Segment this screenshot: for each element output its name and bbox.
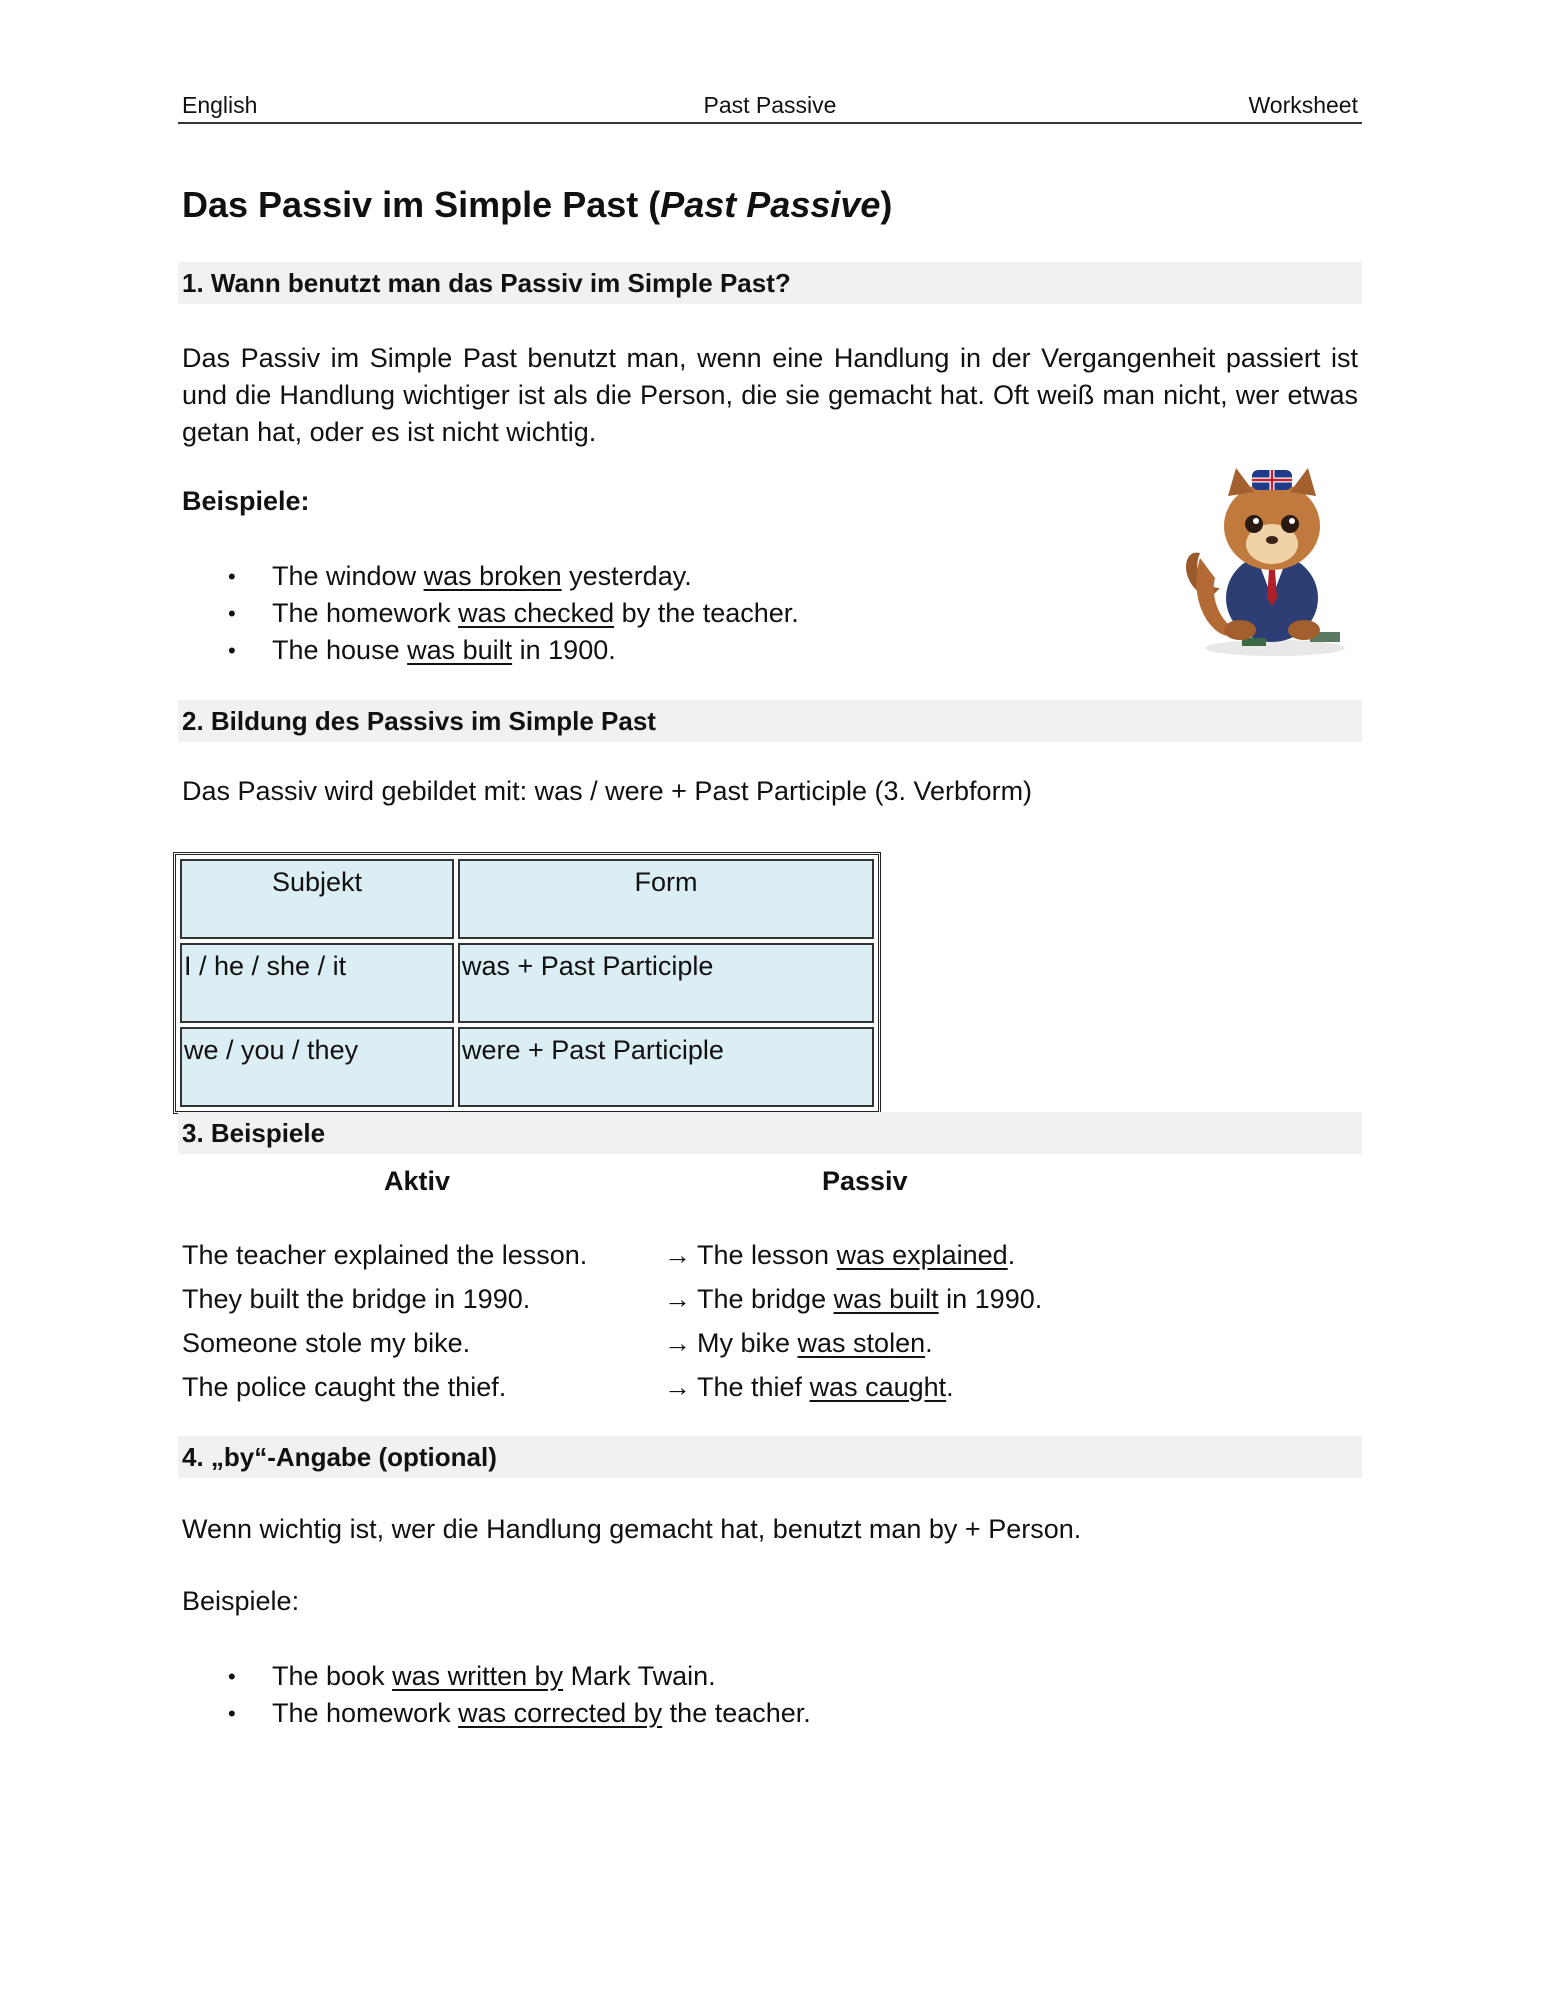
section-2-heading: 2. Bildung des Passivs im Simple Past	[178, 700, 1362, 742]
header-topic: Past Passive	[703, 92, 837, 118]
table-row	[180, 1027, 874, 1107]
bullet-icon: •	[228, 1664, 236, 1689]
section-1-text: Das Passiv im Simple Past benutzt man, wenn eine Handlung in der Vergangenheit passiert ist und die Handlung wichtiger ist als die Person, die sie gemacht hat. Oft weiß man nicht, wer etwas getan hat, oder es ist nicht wichtig.	[182, 343, 1358, 447]
examples-label: Beispiele:	[182, 1586, 300, 1616]
section-1-heading: 1. Wann benutzt man das Passiv im Simple Past?	[178, 262, 1362, 304]
list-item: • The homework was checked by the teacher.	[182, 595, 799, 632]
table-row	[180, 943, 874, 1023]
arrow-right-icon: →	[664, 1284, 691, 1314]
passive-sentence: → The bridge was built in 1990.	[664, 1284, 1043, 1314]
passive-sentence: → My bike was stolen.	[664, 1328, 933, 1358]
table-cell: were + Past Participle	[458, 1027, 874, 1107]
page-header	[178, 88, 1362, 124]
squirrel-mascot-illustration	[1180, 448, 1362, 660]
passive-column-heading: Passiv	[822, 1166, 908, 1196]
arrow-right-icon: →	[664, 1328, 691, 1358]
section-4-heading: 4. „by“-Angabe (optional)	[178, 1436, 1362, 1478]
section-2-text: Das Passiv wird gebildet mit: was / were + Past Participle (3. Verbform)	[182, 776, 1033, 806]
examples-label: Beispiele:	[182, 486, 310, 516]
table-header-cell: Subjekt	[180, 859, 454, 939]
arrow-right-icon: →	[664, 1372, 691, 1402]
title-italic: Past Passive	[660, 184, 881, 225]
table-cell: we / you / they	[180, 1027, 454, 1107]
page-title: Das Passiv im Simple Past (Past Passive)	[182, 184, 893, 225]
bullet-icon: •	[228, 1701, 236, 1726]
list-item: • The homework was corrected by the teacher.	[182, 1695, 811, 1732]
header-type: Worksheet	[1248, 92, 1358, 118]
list-item: • The book was written by Mark Twain.	[182, 1658, 811, 1695]
active-sentence: Someone stole my bike.	[182, 1328, 471, 1358]
bullet-icon: •	[228, 638, 236, 663]
active-sentence: The police caught the thief.	[182, 1372, 507, 1402]
header-subject: English	[182, 92, 258, 118]
table-cell: I / he / she / it	[180, 943, 454, 1023]
passive-forms-table	[173, 852, 881, 1114]
table-cell: was + Past Participle	[458, 943, 874, 1023]
list-item: • The window was broken yesterday.	[182, 558, 799, 595]
bullet-icon: •	[228, 601, 236, 626]
table-header-row	[180, 859, 874, 939]
arrow-right-icon: →	[664, 1240, 691, 1270]
active-sentence: They built the bridge in 1990.	[182, 1284, 531, 1314]
active-sentence: The teacher explained the lesson.	[182, 1240, 588, 1270]
bullet-icon: •	[228, 564, 236, 589]
active-column-heading: Aktiv	[384, 1166, 451, 1196]
list-item: • The house was built in 1900.	[182, 632, 799, 669]
section-4-text: Wenn wichtig ist, wer die Handlung gemacht hat, benutzt man by + Person.	[182, 1514, 1082, 1544]
section-3-heading: 3. Beispiele	[178, 1112, 1362, 1154]
section-4-examples	[182, 1658, 811, 1732]
section-1-examples	[182, 558, 799, 669]
passive-sentence: → The thief was caught.	[664, 1372, 954, 1402]
passive-sentence: → The lesson was explained.	[664, 1240, 1016, 1270]
table-header-cell: Form	[458, 859, 874, 939]
